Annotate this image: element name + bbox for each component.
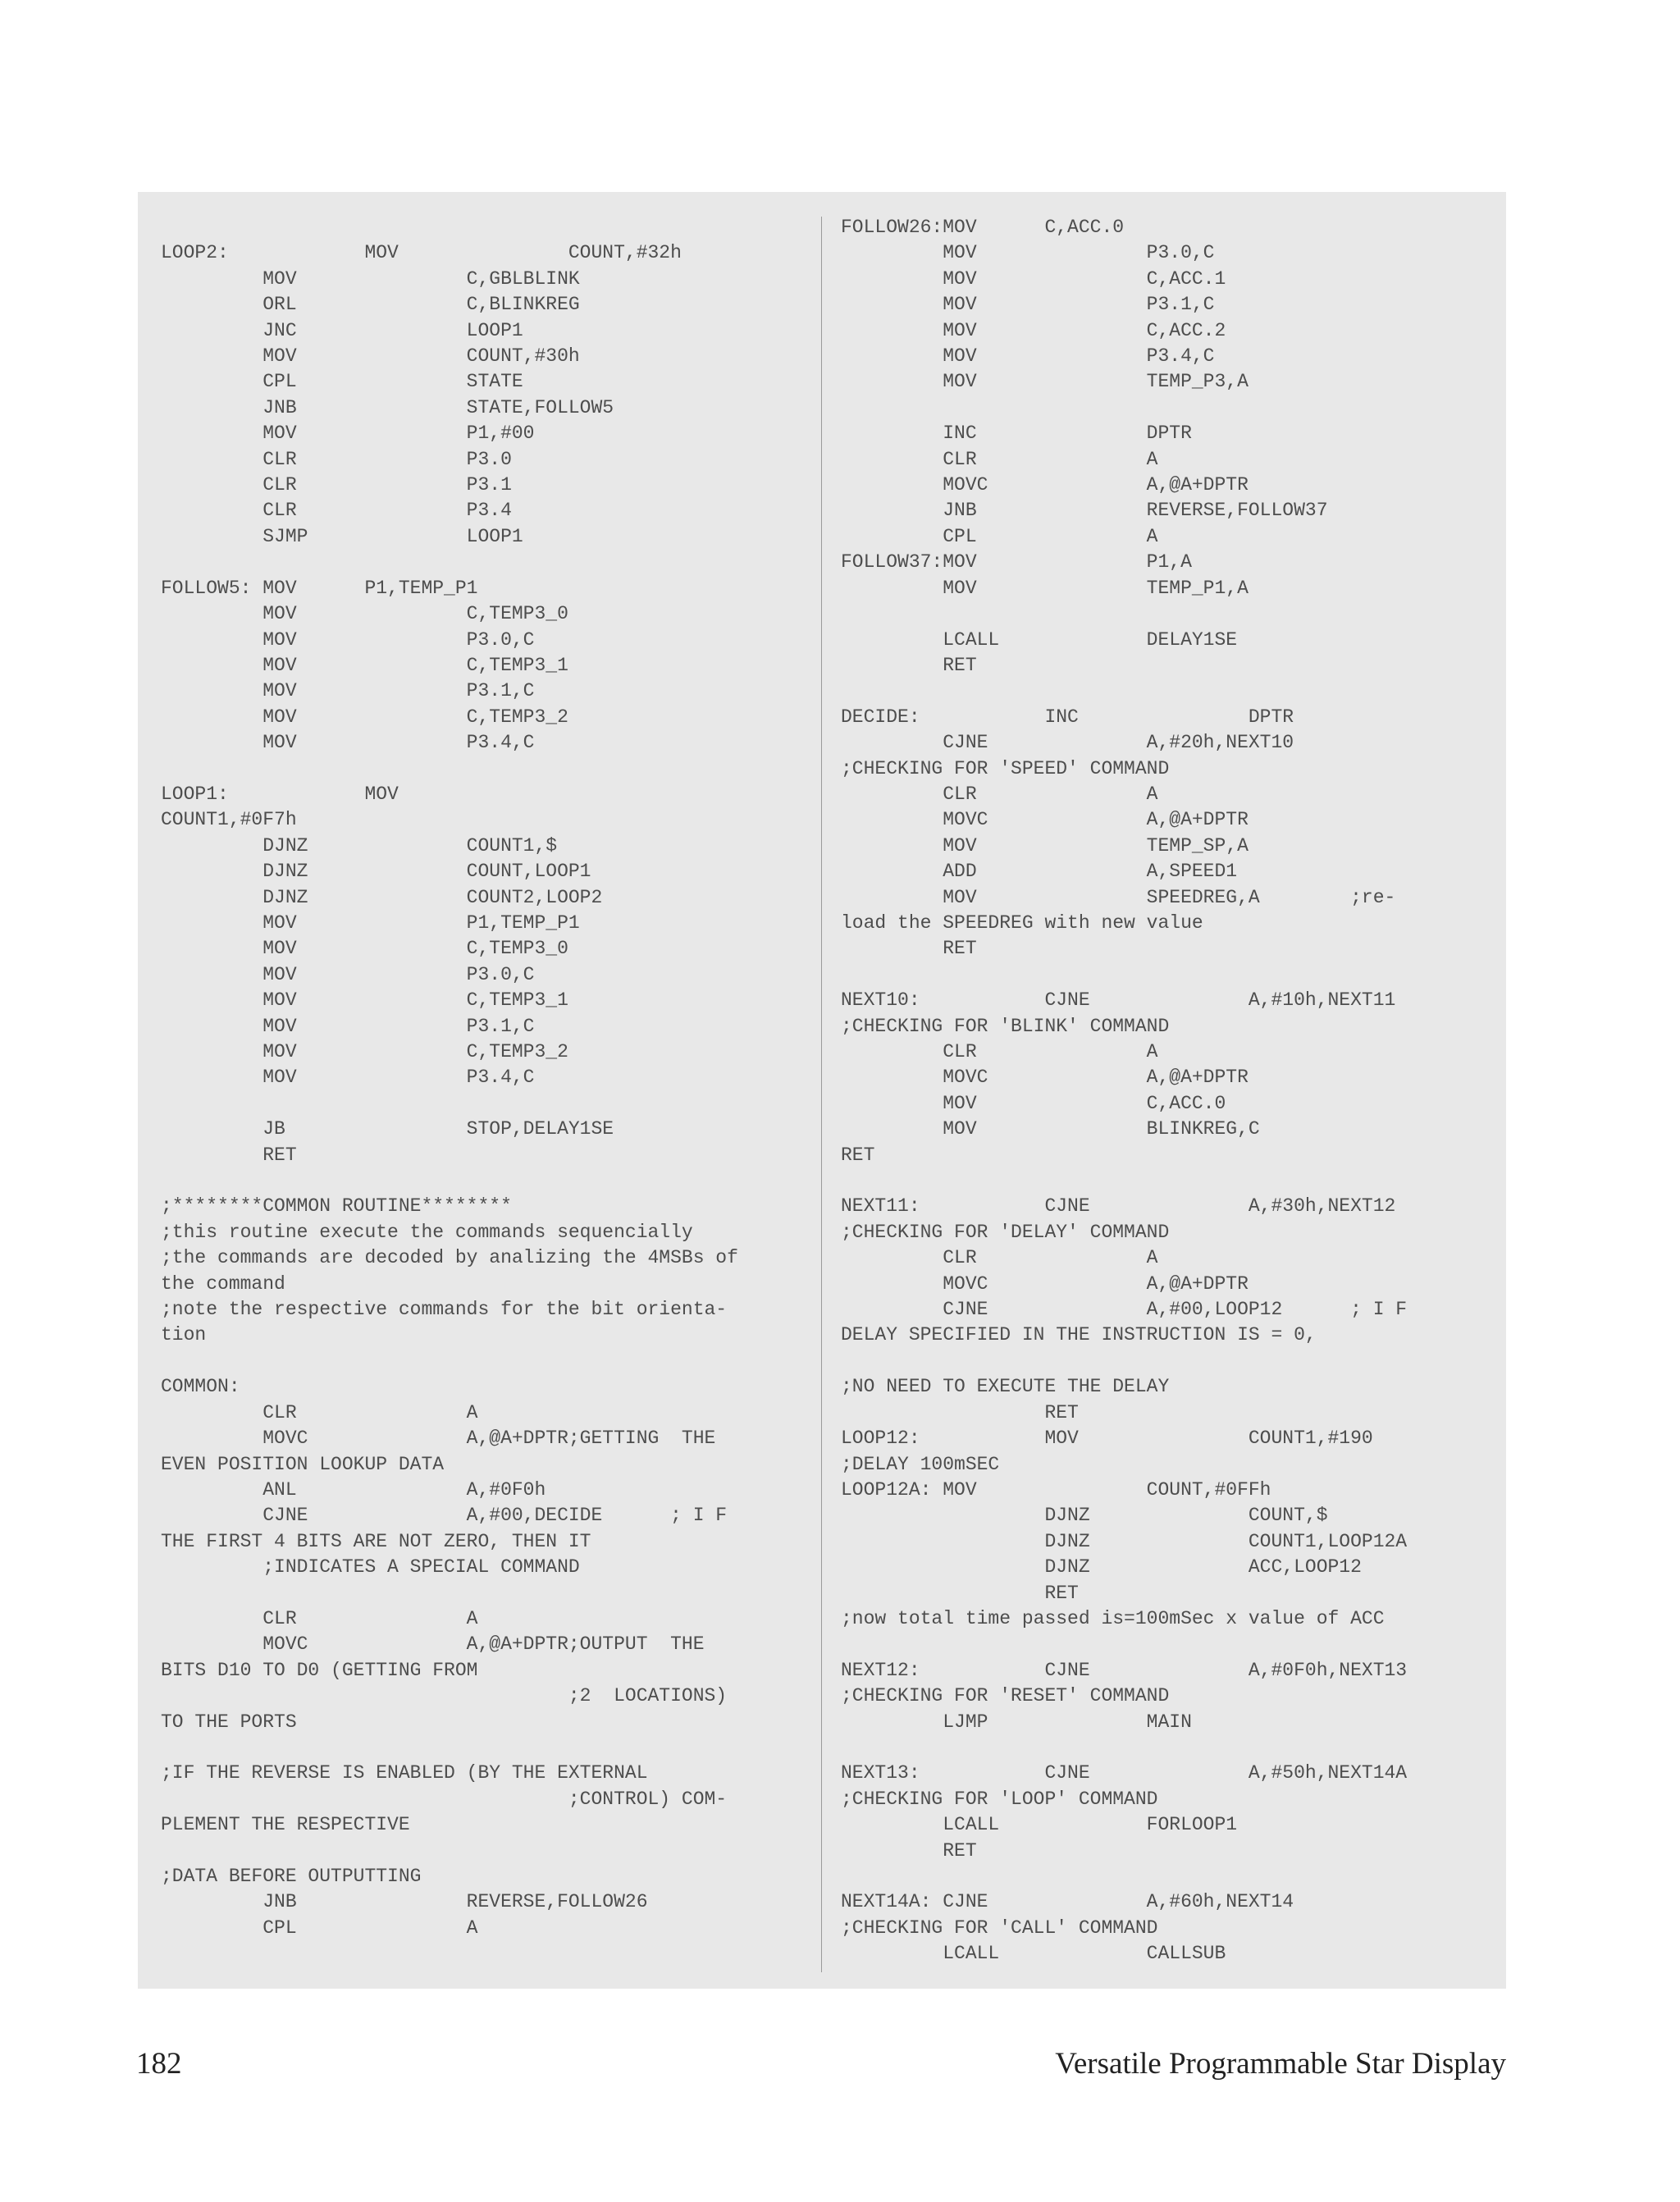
code-column-left: LOOP2: MOV COUNT,#32h MOV C,GBLBLINK ORL C,BLINKREG JNC LOOP1 MOV COUNT,#30h CPL STATE JNB STATE,FOLLOW5 MOV P1,#00 CLR P3.0 CLR P3.1 CLR P3.4 SJMP LOOP1 FOLLOW5: MOV P1,TEMP_P1 MOV C,TEMP3_0 MOV P3.0,C MOV C,TEMP3_1 MOV P3.1,C MOV C,TEMP3_2 MOV P3.4,C LOOP1: MOV COUNT1,#0F7h DJNZ COUNT1,$ DJNZ COUNT,LOOP1 DJNZ COUNT2,LOOP2 MOV P1,TEMP_P1 MOV C,TEMP3_0 MOV P3.0,C MOV C,TEMP3_1 MOV P3.1,C MOV C,TEMP3_2 MOV P3.4,C JB STOP,DELAY1SE RET ;********COMMON ROUTINE******** ;this routine execute the commands sequencially ;the commands are decoded by analizing the 4MSBs of the command ;note the respective commands for the bit orienta- tion COMMON: CLR A MOVC A,@A+DPTR;GETTING THE EVEN POSITION LOOKUP DATA ANL A,#0F0h CJNE A,#00,DECIDE ; I F THE FIRST 4 BITS ARE NOT ZERO, THEN IT ;INDICATES A SPECIAL COMMAND CLR A MOVC A,@A+DPTR;OUTPUT THE BITS D10 TO D0 (GETTING FROM ;2 LOCATIONS) TO THE PORTS ;IF THE REVERSE IS ENABLED (BY THE EXTERNAL ;CONTROL) COM- PLEMENT THE RESPECTIVE ;DATA BEFORE OUTPUTTING JNB REVERSE,FOLLOW26 CPL A xyxy=(161,242,738,1939)
code-column-right: FOLLOW26:MOV C,ACC.0 MOV P3.0,C MOV C,ACC.1 MOV P3.1,C MOV C,ACC.2 MOV P3.4,C MOV TEMP_P3,A INC DPTR CLR A MOVC A,@A+DPTR JNB REVERSE,FOLLOW37 CPL A FOLLOW37:MOV P1,A MOV TEMP_P1,A LCALL DELAY1SE RET DECIDE: INC DPTR CJNE A,#20h,NEXT10 ;CHECKING FOR 'SPEED' COMMAND CLR A MOVC A,@A+DPTR MOV TEMP_SP,A ADD A,SPEED1 MOV SPEEDREG,A ;re- load the SPEEDREG with new value RET NEXT10: CJNE A,#10h,NEXT11 ;CHECKING FOR 'BLINK' COMMAND CLR A MOVC A,@A+DPTR MOV C,ACC.0 MOV BLINKREG,C RET NEXT11: CJNE A,#30h,NEXT12 ;CHECKING FOR 'DELAY' COMMAND CLR A MOVC A,@A+DPTR CJNE A,#00,LOOP12 ; I F DELAY SPECIFIED IN THE INSTRUCTION IS = 0, ;NO NEED TO EXECUTE THE DELAY RET LOOP12: MOV COUNT1,#190 ;DELAY 100mSEC LOOP12A: MOV COUNT,#0FFh DJNZ COUNT,$ DJNZ COUNT1,LOOP12A DJNZ ACC,LOOP12 RET ;now total time passed is=100mSec x value of ACC NEXT12: CJNE A,#0F0h,NEXT13 ;CHECKING FOR 'RESET' COMMAND LJMP MAIN NEXT13: CJNE A,#50h,NEXT14A ;CHECKING FOR 'LOOP' COMMAND LCALL FORLOOP1 RET NEXT14A: CJNE A,#60h,NEXT14 ;CHECKING FOR 'CALL' COMMAND LCALL CALLSUB xyxy=(841,217,1408,1965)
running-title: Versatile Programmable Star Display xyxy=(1055,2047,1506,2081)
page-number: 182 xyxy=(136,2047,182,2081)
column-divider xyxy=(821,217,822,1972)
code-listing-panel xyxy=(138,192,1506,1989)
